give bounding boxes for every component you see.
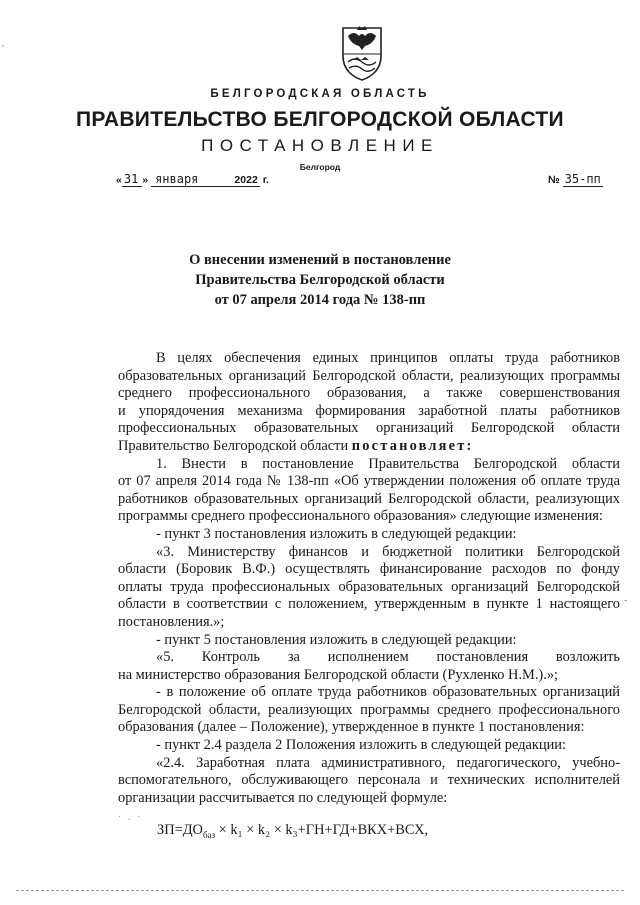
body-line: среднего профессионального образования, а также совершенствования	[118, 385, 620, 402]
body-line: на министерство образования Белгородской области (Рухленко Н.М.).»;	[118, 666, 559, 683]
body-line: и упорядочения механизма формирования заработной платы работников	[118, 402, 620, 419]
body-line: программы среднего профессионального образования» следующие изменения:	[118, 508, 603, 525]
body-line: области (Боровик В.Ф.) осуществлять финансирование расходов по фонду	[118, 561, 620, 578]
document-body	[118, 350, 620, 807]
formula-rhs: × k₁ × k₂ × k₃+ГН+ГД+ВКХ+ВСХ,	[215, 822, 429, 838]
date-year-suffix: г.	[262, 174, 269, 186]
salary-formula	[157, 822, 428, 840]
formula-subscript: баз	[202, 829, 216, 840]
title-line: Правительства Белгородской области	[195, 272, 445, 288]
formula-lhs: ЗП=ДО	[157, 822, 203, 838]
body-line: - в положение об оплате труда работников образовательных организаций	[156, 684, 620, 701]
coat-of-arms-icon	[339, 24, 385, 82]
body-line: «5. Контроль за исполнением постановления возложить	[156, 649, 620, 666]
body-line: работников образовательных организаций Белгородской области, реализующих	[118, 490, 620, 507]
body-line: области в соответствии с положением, утвержденным в пункте 1 настоящего	[118, 596, 620, 613]
date-month: января	[151, 172, 232, 187]
body-line: профессиональных образовательных организаций Белгородской области	[118, 420, 620, 437]
margin-mark: -	[624, 595, 628, 606]
body-text: Правительство Белгородской области	[118, 437, 349, 454]
body-line: от 07 апреля 2014 года № 138-пп «Об утверждении положения об оплате труда	[118, 473, 620, 490]
body-line: «3. Министерству финансов и бюджетной политики Белгородской	[156, 543, 620, 560]
body-line: - пункт 3 постановления изложить в следующей редакции:	[156, 525, 517, 542]
government-name: ПРАВИТЕЛЬСТВО БЕЛГОРОДСКОЙ ОБЛАСТИ	[76, 108, 564, 131]
body-line: В целях обеспечения единых принципов оплаты труда работников	[156, 350, 620, 366]
body-line: Белгородской области, реализующих программы среднего профессионального	[118, 701, 620, 718]
page-bottom-rule	[16, 890, 624, 891]
document-title	[0, 250, 640, 310]
body-line: оплаты труда профессиональных образовательных организаций Белгородской	[118, 578, 620, 595]
document-number	[548, 172, 603, 186]
title-line: от 07 апреля 2014 года № 138-пп	[214, 292, 426, 308]
body-line: вспомогательного, обслуживающего персонала и технических исполнителей	[118, 772, 620, 789]
number-value: 35-пп	[564, 172, 601, 186]
body-line: - пункт 5 постановления изложить в следующей редакции:	[156, 631, 517, 648]
body-line: - пункт 2.4 раздела 2 Положения изложить в следующей редакции:	[156, 737, 566, 754]
body-line: 1. Внести в постановление Правительства Белгородской области	[156, 455, 620, 472]
scan-speckle: · . ·	[118, 812, 143, 823]
decree-word: постановляет:	[351, 437, 474, 454]
date-close-quote: »	[142, 174, 149, 186]
region-name: БЕЛГОРОДСКАЯ ОБЛАСТЬ	[210, 88, 430, 100]
body-line: образовательных организаций Белгородской области, реализующих программы	[118, 367, 620, 384]
body-line	[118, 438, 620, 456]
document-type: ПОСТАНОВЛЕНИЕ	[201, 136, 439, 155]
body-line: организации рассчитывается по следующей формуле:	[118, 789, 448, 806]
date-day: 31	[122, 172, 142, 187]
number-prefix: №	[548, 174, 560, 186]
date-open-quote: «	[116, 174, 122, 186]
body-line: «2.4. Заработная плата административного, педагогического, учебно-	[156, 754, 620, 771]
title-line: О внесении изменений в постановление	[189, 252, 451, 268]
date-year: 2022	[234, 174, 258, 186]
margin-mark: '	[2, 44, 4, 55]
document-date	[116, 172, 269, 186]
body-line: образования (далее – Положение), утвержденное в пункте 1 постановления:	[118, 719, 585, 736]
city-name: Белгород	[299, 162, 341, 172]
body-line: постановления.»;	[118, 613, 225, 630]
